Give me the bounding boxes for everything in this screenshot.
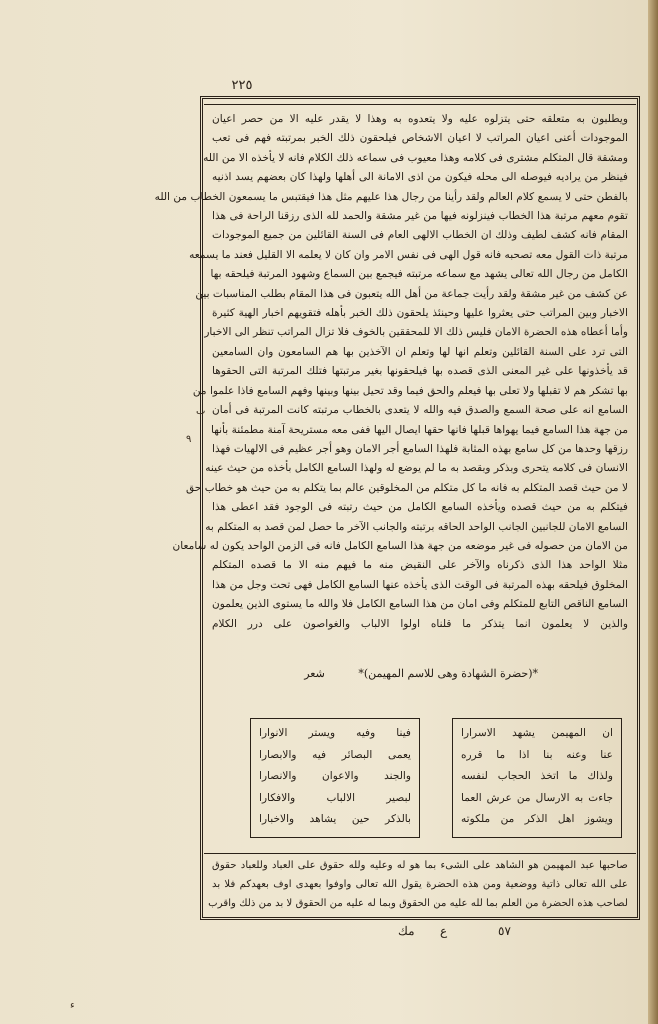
frame-inner-rule (204, 104, 636, 105)
text-line: تقوم معهم مرتبة هذا الخطاب فينزلونه فيها من غير مشقة والحمد لله الذى رزقنا الراحة فى هذا (212, 210, 628, 223)
text-line: السامع الامان للجانبين الجانب الواحد الحاقه برتبته والجانب الآخر ما حصل لمن قصد به المتكلم به (205, 520, 628, 533)
text-line: قد يأخذونها على غير المعنى الذى قصده بها فيلحقونها بغير مرتبتها فتلك المرتبة التى الحقوها (212, 365, 628, 378)
verse-hemistich: بالذكر حين يشاهد والاخبارا (259, 813, 411, 826)
text-line: التى ترد على السنة القائلين وتعلم انها لها وتعلم ان الآخذين بها هم السامعون وان السامعين (212, 345, 628, 358)
margin-mark: ء (70, 1000, 75, 1011)
text-line: بالفطن حتى لا يسمع كلام العالم ولقد رأينا من رجال هذا عليهم مثل هذا فيقتبس ما يسمعون الخطاب من الله (154, 190, 628, 203)
verse-hemistich: لبصير الالباب والافكارا (259, 791, 411, 804)
text-line: فيتكلم به من حيث قصده ويأخذه السامع الكامل من حيث رتبته فى الوجود فقد اعطى هذا (212, 501, 628, 514)
text-line: على الله تعالى ذاتية ووضعية ومن هذه الحضرة يقول الله تعالى واوفوا بعهدى اوف بعهدكم فلا بد (212, 879, 628, 890)
text-line: عن كشف من غير مشقة ولقد رأيت جماعة من أهل الله يتعبون فى هذا المقام بطلب المناسبات بين (195, 287, 628, 300)
text-line: السامع الناقص التابع للمتكلم وفى امان من هذا السامع الكامل فلا والله ما يستوى الذين يعلمون (212, 598, 628, 611)
text-line: مثلا الواحد هذا الذى ذكرناه والآخر على النقيض منه ما فيهم منه الا ما قصده المتكلم (212, 559, 628, 572)
book-spine-edge (648, 0, 658, 1024)
text-line: والذين لا يعلمون انما يتذكر ما قلناه اولوا الالباب والغواصون على درر الكلام (212, 617, 628, 630)
text-line: رزقها وحدها من كل سامع بهذه المثابة فلهذا السامع أجر الامان وهو أجر عظيم فى الالهيات فهذا (212, 442, 628, 455)
text-line: صاحبها عبد المهيمن هو الشاهد على الشىء بما هو له وعليه ولله حقوق على العباد وللعباد حقوق (212, 860, 628, 871)
text-line: من جهة هذا السامع فيما يهواها قبلها فانها حقها ايصال اليها ففى معه مستريحة آمنة مطمئنة بأنها (210, 423, 628, 436)
text-line: مرتبة ذات القول معه تصحبه فانه قول الهى فى نفس الامر وان كان لا يعلمه الا القليل فعند ما يسمعه (189, 248, 628, 261)
text-line: لا من حيث قصد المتكلم به فانه ما كل متكلم من المخلوقين عالم بما يتكلم به من حيث هو خطاب حق (185, 481, 628, 494)
catchword-abbrev: مك (398, 924, 415, 938)
margin-mark: ب (196, 406, 206, 417)
poem-column-second-hemistichs (250, 718, 420, 838)
text-line: الموجودات أعنى اعيان المراتب لا اعيان الاشخاص فيلحقون ذلك الخبر بمرتبته فهم فى تعب (212, 132, 628, 145)
text-line: ويطلبون به متعلقه حتى يتزلوه عليه ولا يتعدوه به وهذا لا يقدر عليه الا من حصر اعيان (212, 113, 628, 125)
verse-hemistich: عنا وعنه بنا اذا ما قرره (461, 748, 613, 761)
section-heading-row (212, 664, 628, 684)
text-line: المخلوق فيلحقه بهذه المرتبة فى الوقت الذى يأخذه عنها السامع الكامل فهى تحت وجل من هذا (212, 578, 628, 591)
main-text-block (154, 110, 628, 670)
text-line: من الامان من حصوله فى غير موضعه من جهة هذا السامع الكامل فانه فى الزمن الواحد يكون له سامعان (172, 539, 628, 552)
poem-label: شعر (304, 667, 325, 680)
text-line: المقام فانه كشف لطيف وذلك ان الخطاب الالهى العام فى السنة القائلين من جميع الموجودات (212, 229, 628, 242)
verse-hemistich: يعمى البصائر فيه والابصارا (259, 748, 411, 761)
text-line: الاخبار وبين المراتب حتى يعثروا عليها وحينئذ يلحقون ذلك الخبر بأهله فتقويهم اخبار الهية كثيرة (212, 307, 628, 320)
text-line: السامع انه على صحة السمع والصدق فيه والله لا يتعدى بالخطاب مرتبته كانت المرتبة فى أمان (212, 404, 628, 417)
catchword-number: ٥٧ (498, 924, 511, 938)
text-line: فينظر من يراديه فيوصله الى محله فيكون من اذى الامانة الى أهلها ولهذا كان بعضهم يسد اذنيه (212, 171, 628, 184)
verse-hemistich: ان المهيمن يشهد الاسرارا (461, 727, 613, 739)
poem-box (250, 718, 622, 838)
text-line: ومشقة قال المتكلم مشترى فى كلامه وهذا معيوب فى سماعه ذلك الكلام فانه لا يأخذه الا من الله (203, 151, 628, 164)
verse-hemistich: ولذاك ما اتخذ الحجاب لنفسه (461, 770, 613, 783)
text-line: بها تشكر هم لا تقبلها ولا تعلى بها فيعلم والحق فيما وقد تحيل بينها وبينها وفهم السامع فاذا علموا من (192, 384, 628, 397)
text-line: الكامل من رجال الله تعالى يشهد مع سماعه مرتبته فيجمع بين السماع وشهود المرتبة فيلحقه بها (210, 268, 628, 281)
folio-number: ٢٢٥ (231, 78, 253, 93)
text-line: وأما أعطاه هذه الحضرة الامان فليس ذلك الا للمحققين بالخوف فلا تزال المراتب تنظر الى الاخبار (204, 326, 628, 339)
verse-hemistich: فينا وفيه ويستر الانوارا (259, 727, 411, 739)
verse-hemistich: والجند والاعوان والانصارا (259, 770, 411, 783)
text-line: الانسان فى كلامه يتحرى وبذكر وبقصد به ما لم يوضع له ولهذا السامع الكامل بأخذه من حيث عينه (205, 462, 628, 475)
catchword-letter: ع (440, 924, 448, 938)
text-line: لصاحب هذه الحضرة من العلم بما لله عليه من الحقوق وبما له عليه من الحقوق لا بد من ذلك واقرب (208, 898, 628, 909)
verse-hemistich: جاءت به الارسال من عرش العما (461, 791, 613, 804)
section-divider (204, 853, 636, 854)
margin-mark: ٩ (186, 434, 192, 445)
verse-hemistich: ويشوز اهل الذكر من ملكوته (461, 813, 613, 826)
poem-column-first-hemistichs (452, 718, 622, 838)
section-title: *(حضرة الشهادة وهى للاسم المهيمن)* (358, 667, 538, 680)
bottom-text-block (208, 856, 628, 916)
